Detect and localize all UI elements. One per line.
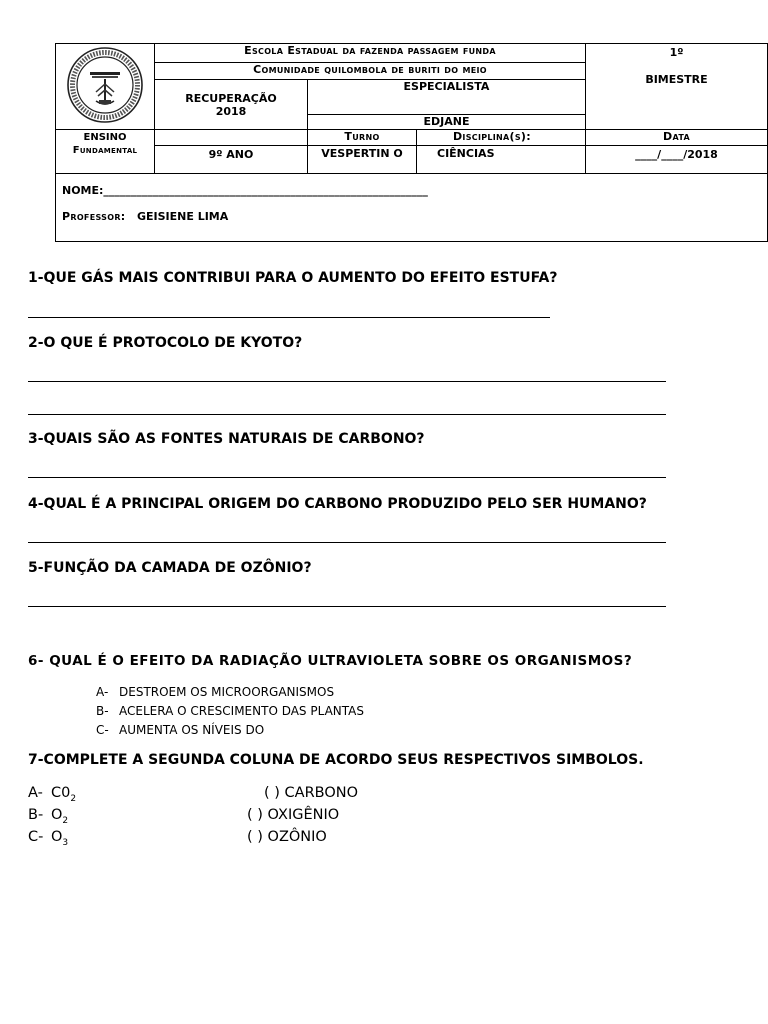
level-cell [56, 130, 155, 174]
recovery-cell [155, 80, 308, 130]
q7-item-a [28, 785, 76, 804]
answer-line-5[interactable] [28, 606, 666, 607]
option-letter: C- [96, 723, 109, 737]
question-1: 1-QUE GÁS MAIS CONTRIBUI PARA O AUMENTO DO EFEITO ESTUFA? [28, 270, 558, 286]
specialist-name: EDJANE [308, 115, 586, 130]
period-cell [586, 44, 768, 130]
date-value: ____/____/2018 [586, 146, 768, 174]
item-subscript: 2 [62, 815, 69, 826]
item-symbol: O [51, 807, 63, 823]
q7-answer-b[interactable]: ( ) OXIGÊNIO [247, 807, 340, 823]
option-text: DESTROEM OS MICROORGANISMOS [119, 685, 335, 699]
q6-option-a[interactable] [96, 685, 334, 699]
question-7: 7-COMPLETE A SEGUNDA COLUNA DE ACORDO SEUS RESPECTIVOS SIMBOLOS. [28, 752, 644, 768]
answer-line-4[interactable] [28, 542, 666, 543]
item-subscript: 3 [62, 837, 69, 848]
answer-line-2b[interactable] [28, 414, 666, 415]
item-letter: A- [28, 785, 43, 801]
q6-option-b[interactable] [96, 704, 364, 718]
student-info-cell [56, 174, 768, 242]
school-seal-icon [66, 46, 144, 124]
option-text: ACELERA O CRESCIMENTO DAS PLANTAS [119, 704, 364, 718]
item-letter: B- [28, 807, 44, 823]
option-text: AUMENTA OS NÍVEIS DO [119, 723, 265, 737]
specialist-label: ESPECIALISTA [308, 80, 586, 115]
recovery-label: RECUPERAÇÃO [185, 91, 277, 105]
q7-item-c [28, 829, 68, 848]
question-5: 5-FUNÇÃO DA CAMADA DE OZÔNIO? [28, 560, 312, 576]
answer-line-3[interactable] [28, 477, 666, 478]
q7-item-b [28, 807, 68, 826]
period-number: 1º [669, 46, 684, 59]
disciplina-value: CIÊNCIAS [417, 146, 586, 174]
turno-label: Turno [308, 130, 417, 146]
q7-answer-a[interactable]: ( ) CARBONO [264, 785, 359, 801]
question-6: 6- QUAL É O EFEITO DA RADIAÇÃO ULTRAVIOLETA SOBRE OS ORGANISMOS? [28, 653, 633, 669]
item-symbol: O [51, 829, 63, 845]
recovery-year: 2018 [215, 104, 247, 118]
question-2: 2-O QUE É PROTOCOLO DE KYOTO? [28, 335, 303, 351]
answer-line-2a[interactable] [28, 381, 666, 382]
question-4: 4-QUAL É A PRINCIPAL ORIGEM DO CARBONO PRODUZIDO PELO SER HUMANO? [28, 496, 647, 512]
turno-value: VESPERTIN O [308, 146, 417, 174]
item-symbol: C0 [51, 785, 71, 801]
grade-value: 9º ANO [155, 146, 308, 174]
school-logo-cell [56, 44, 155, 130]
option-letter: A- [96, 685, 109, 699]
professor-label: Professor: [62, 210, 126, 223]
level-top: ENSINO [83, 132, 127, 143]
answer-line-1[interactable] [28, 317, 550, 318]
q6-option-c[interactable] [96, 723, 264, 737]
school-name: Escola Estadual da fazenda passagem funda [155, 44, 586, 63]
question-3: 3-QUAIS SÃO AS FONTES NATURAIS DE CARBONO? [28, 431, 425, 447]
q7-answer-c[interactable]: ( ) OZÔNIO [247, 829, 327, 845]
student-name-field[interactable]: NOME:___________________________________________________________ [62, 184, 428, 197]
item-subscript: 2 [70, 793, 77, 804]
disciplina-label: Disciplina(s): [417, 130, 586, 146]
data-label: Data [586, 130, 768, 146]
header-table [55, 43, 768, 242]
option-letter: B- [96, 704, 109, 718]
blank-cell [155, 130, 308, 146]
level-bottom: Fundamental [72, 145, 138, 156]
community-name: Comunidade quilombola de buriti do meio [155, 63, 586, 80]
item-letter: C- [28, 829, 44, 845]
professor-name: GEISIENE LIMA [136, 210, 229, 223]
period-label: BIMESTRE [645, 73, 708, 86]
professor-line [62, 210, 761, 223]
